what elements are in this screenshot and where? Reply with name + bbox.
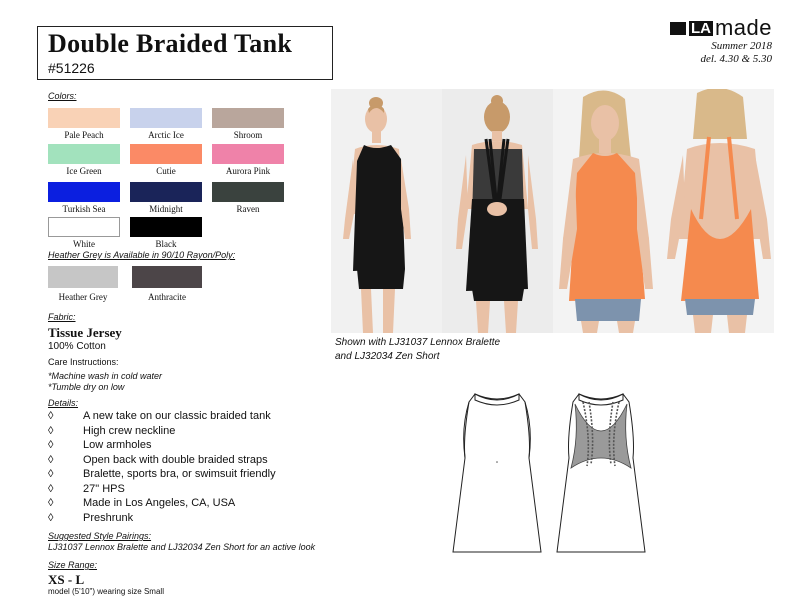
sketch-back	[555, 388, 647, 563]
sketch-front	[451, 388, 543, 563]
detail-text: Open back with double braided straps	[83, 453, 268, 466]
color-swatch	[130, 108, 202, 128]
diamond-bullet-icon: ◊	[48, 511, 54, 524]
detail-text: Low armholes	[83, 439, 152, 451]
season: Summer 2018	[711, 40, 772, 52]
heather-swatch	[48, 266, 118, 288]
diamond-bullet-icon: ◊	[48, 410, 54, 422]
product-title: Double Braided Tank	[48, 29, 293, 58]
color-swatch-name: Pale Peach	[64, 130, 104, 140]
photo-black-back	[442, 89, 553, 333]
color-swatch-name: Arctic Ice	[148, 130, 184, 140]
colors-label: Colors:	[48, 91, 77, 101]
fabric-content: 100% Cotton	[48, 341, 106, 352]
fabric-label: Fabric:	[48, 312, 76, 322]
detail-text: Preshrunk	[83, 511, 134, 524]
logo-made: made	[714, 15, 772, 40]
color-swatch	[130, 144, 202, 164]
fabric-name: Tissue Jersey	[48, 325, 122, 340]
color-swatch	[212, 182, 284, 202]
color-swatch	[48, 182, 120, 202]
logo-block-icon	[670, 22, 686, 35]
caption-line: Shown with LJ31037 Lennox Bralette	[335, 337, 501, 348]
heather-swatch	[132, 266, 202, 288]
pairings-text: LJ31037 Lennox Bralette and LJ32034 Zen Short for an active look	[48, 542, 316, 552]
detail-text: High crew neckline	[83, 424, 176, 437]
diamond-bullet-icon: ◊	[48, 424, 54, 437]
color-swatch-name: White	[73, 239, 95, 249]
diamond-bullet-icon: ◊	[48, 482, 54, 495]
color-swatch-name: Turkish Sea	[62, 204, 106, 214]
color-swatch-name: Black	[155, 239, 177, 249]
delivery-dates: del. 4.30 & 5.30	[700, 53, 772, 65]
diamond-bullet-icon: ◊	[48, 453, 54, 466]
care-line: *Tumble dry on low	[48, 382, 125, 392]
color-swatch	[130, 217, 202, 237]
color-swatch	[212, 144, 284, 164]
detail-text: 27" HPS	[83, 482, 125, 495]
heather-label: Heather Grey is Available in 90/10 Rayon/Poly:	[48, 250, 236, 260]
color-swatch-name: Midnight	[149, 204, 183, 214]
care-line: *Machine wash in cold water	[48, 371, 163, 381]
details-label: Details:	[48, 398, 79, 408]
size-range: XS - L	[48, 572, 85, 587]
style-number: #51226	[48, 60, 95, 76]
pairings-label: Suggested Style Pairings:	[48, 531, 152, 541]
logo-la: LA	[690, 19, 711, 37]
photo-coral-front	[553, 89, 663, 333]
color-swatch	[130, 182, 202, 202]
color-swatch	[48, 144, 120, 164]
color-swatch-name: Cutie	[156, 166, 176, 176]
heather-swatch-name: Heather Grey	[58, 292, 108, 302]
color-swatch-name: Ice Green	[66, 166, 102, 176]
diamond-bullet-icon: ◊	[48, 468, 54, 480]
model-note: model (5'10") wearing size Small	[48, 587, 164, 596]
photo-black-front	[331, 89, 442, 333]
color-swatch	[212, 108, 284, 128]
color-swatch-name: Shroom	[233, 130, 263, 140]
detail-text: Bralette, sports bra, or swimsuit friendly	[83, 468, 276, 480]
color-swatch-name: Raven	[236, 204, 260, 214]
heather-swatch-name: Anthracite	[148, 292, 186, 302]
detail-text: Made in Los Angeles, CA, USA	[83, 497, 236, 509]
color-swatch	[48, 217, 120, 237]
detail-text: A new take on our classic braided tank	[83, 410, 271, 422]
diamond-bullet-icon: ◊	[48, 497, 54, 509]
photo-coral-back	[663, 89, 774, 333]
title-box	[37, 26, 333, 80]
photo-caption	[335, 336, 500, 364]
diamond-bullet-icon: ◊	[48, 439, 54, 451]
product-photos	[331, 89, 774, 333]
brand-logo	[670, 16, 772, 40]
color-swatch-name: Aurora Pink	[225, 166, 271, 176]
color-swatch	[48, 108, 120, 128]
brand-block	[670, 16, 772, 66]
caption-line: and LJ32034 Zen Short	[335, 351, 440, 362]
size-label: Size Range:	[48, 560, 98, 570]
care-title: Care Instructions:	[48, 357, 119, 367]
